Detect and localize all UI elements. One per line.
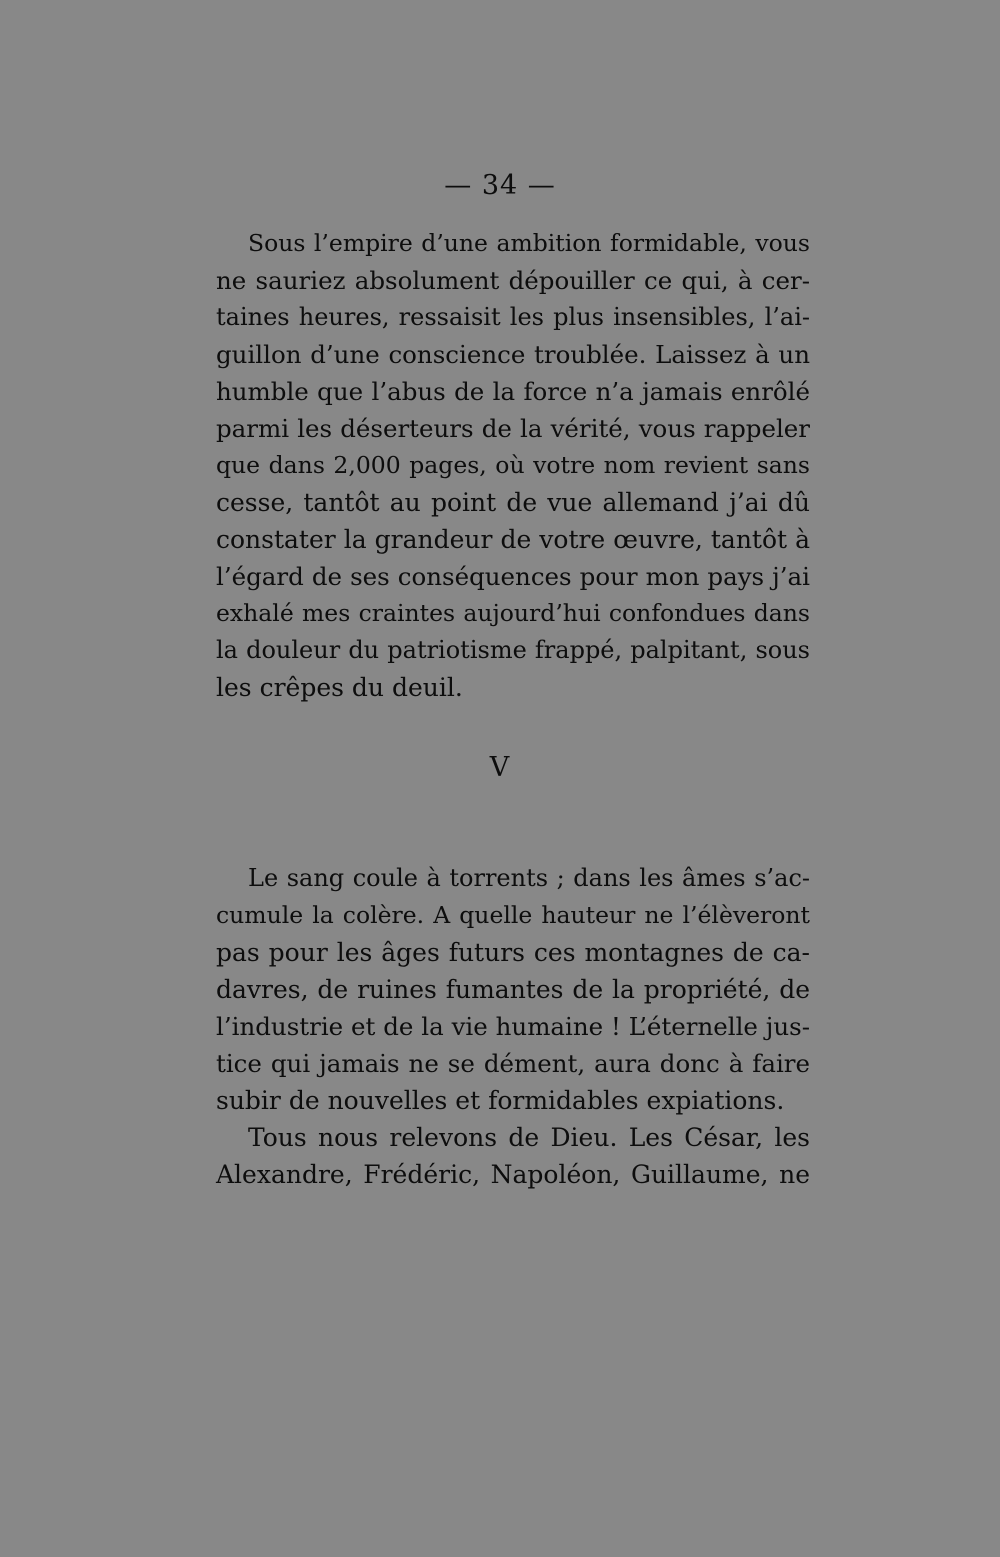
text-line: parmi les déserteurs de la vérité, vous rappeler xyxy=(216,414,810,443)
text-line: l’industrie et de la vie humaine ! L’éternelle jus- xyxy=(216,1012,810,1041)
text-line: Sous l’empire d’une ambition formidable, vous xyxy=(248,229,810,257)
text-line: la douleur du patriotisme frappé, palpitant, sous xyxy=(216,636,810,664)
page-number: — 34 — xyxy=(444,170,556,201)
text-line: exhalé mes craintes aujourd’hui confondues dans xyxy=(216,599,810,627)
text-line: les crêpes du deuil. xyxy=(216,673,463,702)
text-line: guillon d’une conscience troublée. Laissez à un xyxy=(216,340,810,369)
text-line: cumule la colère. A quelle hauteur ne l’élèveront xyxy=(216,901,810,929)
text-line: Le sang coule à torrents ; dans les âmes s’ac- xyxy=(248,864,810,892)
paragraph-1 xyxy=(216,225,810,706)
text-line: que dans 2,000 pages, où votre nom revient sans xyxy=(216,451,810,479)
text-line: pas pour les âges futurs ces montagnes de ca- xyxy=(216,938,810,967)
text-line: humble que l’abus de la force n’a jamais enrôlé xyxy=(216,377,810,406)
paragraph-2 xyxy=(216,860,810,1193)
text-line: tice qui jamais ne se dément, aura donc à faire xyxy=(216,1049,810,1078)
text-line: l’égard de ses conséquences pour mon pays j’ai xyxy=(216,562,810,591)
text-line: constater la grandeur de votre œuvre, tantôt à xyxy=(216,525,810,554)
text-line: cesse, tantôt au point de vue allemand j’ai dû xyxy=(216,488,810,517)
text-line: Alexandre, Frédéric, Napoléon, Guillaume, ne xyxy=(216,1160,810,1189)
text-line: Tous nous relevons de Dieu. Les César, les xyxy=(248,1123,810,1152)
text-line: subir de nouvelles et formidables expiations. xyxy=(216,1086,785,1115)
text-line: davres, de ruines fumantes de la propriété, de xyxy=(216,975,810,1004)
text-line: taines heures, ressaisit les plus insensibles, l’ai- xyxy=(216,303,810,331)
section-heading: V xyxy=(489,752,511,783)
text-line: ne sauriez absolument dépouiller ce qui, à cer- xyxy=(216,266,810,295)
